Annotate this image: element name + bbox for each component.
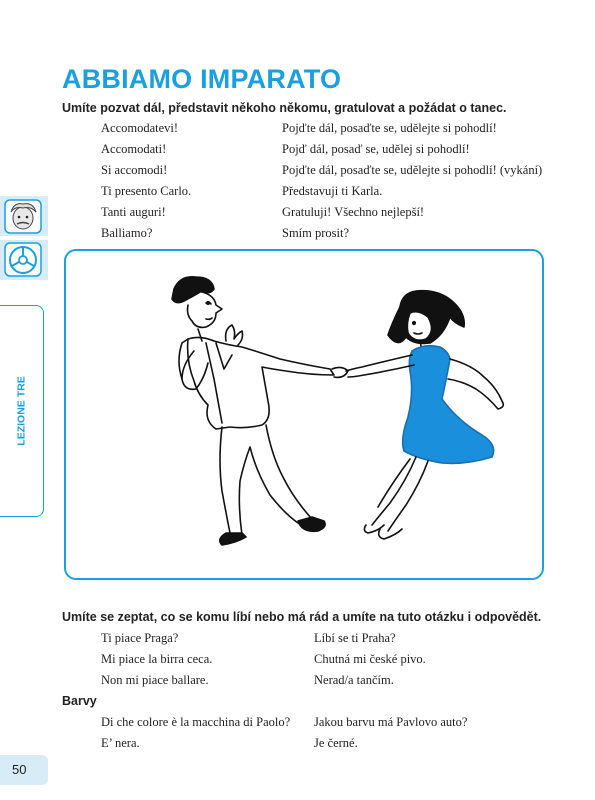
phrase-italian: Accomodatevi! bbox=[101, 121, 179, 135]
einstein-portrait-icon bbox=[0, 196, 48, 236]
phrase-czech: Pojďte dál, posaďte se, udělejte si pohodlí! bbox=[282, 121, 497, 135]
phrase-czech: Pojďte dál, posaďte se, udělejte si pohodlí! (vykání) bbox=[282, 163, 543, 177]
section-heading-invite: Umíte pozvat dál, představit někoho někomu, gratulovat a požádat o tanec. bbox=[62, 101, 507, 115]
phrase-italian: Si accomodi! bbox=[101, 163, 168, 177]
phrase-italian: Ti piace Praga? bbox=[101, 631, 179, 645]
phrase-czech: Líbí se ti Praha? bbox=[314, 631, 396, 645]
phrase-czech: Smím prosit? bbox=[282, 226, 350, 240]
phrase-czech: Pojď dál, posaď se, udělej si pohodlí! bbox=[282, 142, 470, 156]
phrase-italian: Mi piace la birra ceca. bbox=[101, 652, 213, 666]
phrase-czech: Chutná mi české pivo. bbox=[314, 652, 426, 666]
woman-figure bbox=[346, 291, 503, 539]
lesson-side-label: LEZIONE TRE bbox=[16, 376, 29, 446]
phrase-italian: E’ nera. bbox=[101, 736, 140, 750]
page-number: 50 bbox=[12, 762, 27, 777]
phrase-czech: Představuji ti Karla. bbox=[282, 184, 383, 198]
phrase-czech: Jakou barvu má Pavlovo auto? bbox=[314, 715, 468, 729]
phrase-italian: Di che colore è la macchina di Paolo? bbox=[101, 715, 291, 729]
man-figure bbox=[172, 277, 334, 545]
phrase-italian: Non mi piace ballare. bbox=[101, 673, 209, 687]
dancing-couple-illustration bbox=[64, 249, 544, 580]
phrase-czech: Nerad/a tančím. bbox=[314, 673, 394, 687]
phrase-italian: Tanti auguri! bbox=[101, 205, 166, 219]
phrase-czech: Je černé. bbox=[314, 736, 358, 750]
section-heading-likes: Umíte se zeptat, co se komu líbí nebo má rád a umíte na tuto otázku i odpovědět. bbox=[62, 610, 542, 624]
audio-cd-icon bbox=[0, 240, 48, 280]
phrase-italian: Balliamo? bbox=[101, 226, 153, 240]
phrase-italian: Ti presento Carlo. bbox=[101, 184, 192, 198]
phrase-czech: Gratuluji! Všechno nejlepší! bbox=[282, 205, 425, 219]
lesson-side-label-wrap bbox=[0, 305, 44, 517]
phrase-italian: Accomodati! bbox=[101, 142, 167, 156]
section-heading-colors: Barvy bbox=[62, 694, 97, 708]
page-number-box bbox=[0, 755, 48, 785]
page-title: ABBIAMO IMPARATO bbox=[62, 64, 342, 94]
